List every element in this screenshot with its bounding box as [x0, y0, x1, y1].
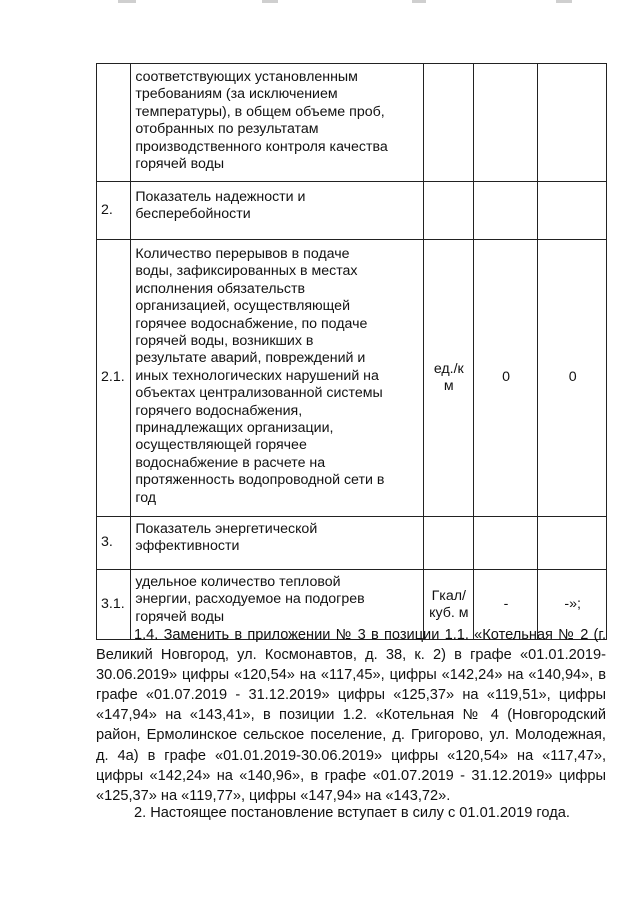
value-2-cell	[538, 182, 607, 240]
value-1-cell	[473, 517, 538, 570]
value-2-cell	[538, 64, 607, 182]
unit-cell	[423, 64, 473, 182]
table-row	[97, 182, 607, 240]
indicator-name: удельное количество тепловой энергии, расходуемое на подогрев горячей воды	[131, 570, 423, 640]
indicators-table	[96, 63, 607, 640]
unit-cell	[423, 182, 473, 240]
paragraph-amendment-1-4: 1.4. Заменить в приложении № 3 в позиции 1.1. «Котельная № 2 (г. Великий Новгород, ул. Космонавтов, д. 38, к. 2) в графе «01.01.2019-30.06.2019» цифры «120,54» на «117,45», цифры «142,24» на «140,94», в графе «01.07.2019 - 31.12.2019» цифры «125,37» на «119,51», цифры «147,94» на «143,41», в позиции 1.2. «Котельная № 4 (Новгородский район, Ермолинское сельское поселение, д. Григорово, ул. Молодежная, д. 4а) в графе «01.01.2019-30.06.2019» цифры «120,54» на «117,47», цифры «142,24» на «140,96», в графе «01.07.2019 - 31.12.2019» цифры «125,37» на «119,77», цифры «147,94» на «143,72».	[96, 627, 606, 804]
value-2-cell: 0	[538, 240, 607, 517]
unit-cell	[423, 517, 473, 570]
unit-cell: ед./к м	[423, 240, 473, 517]
indicator-name: соответствующих установленным требованиям (за исключением температуры), в общем объеме проб, отобранных по результатам производственного контроля качества горячей воды	[131, 64, 423, 182]
value-2-cell: -»;	[538, 570, 607, 640]
row-number: 2.1.	[97, 240, 131, 517]
row-number	[97, 64, 131, 182]
row-number: 2.	[97, 182, 131, 240]
value-1-cell	[473, 182, 538, 240]
indicator-name: Показатель энергетической эффективности	[131, 517, 423, 570]
indicator-name: Показатель надежности и бесперебойности	[131, 182, 423, 240]
value-1-cell	[473, 64, 538, 182]
value-1-cell: -	[473, 570, 538, 640]
value-1-cell: 0	[473, 240, 538, 517]
paragraph-effective-date: 2. Настоящее постановление вступает в силу с 01.01.2019 года.	[134, 805, 570, 821]
row-number: 3.	[97, 517, 131, 570]
value-2-cell	[538, 517, 607, 570]
table-row	[97, 517, 607, 570]
unit-cell: Гкал/ куб. м	[423, 570, 473, 640]
row-number: 3.1.	[97, 570, 131, 640]
table-row	[97, 64, 607, 182]
indicator-name: Количество перерывов в подаче воды, зафиксированных в местах исполнения обязательств организацией, осуществляющей горячее водоснабжение, по подаче горячей воды, возникших в результате аварий, повреждений и иных технологических нарушений на объектах централизованной системы горячего водоснабжения, принадлежащих организации, осуществляющей горячее водоснабжение в расчете на протяженность водопроводной сети в год	[131, 240, 423, 517]
table-row	[97, 240, 607, 517]
